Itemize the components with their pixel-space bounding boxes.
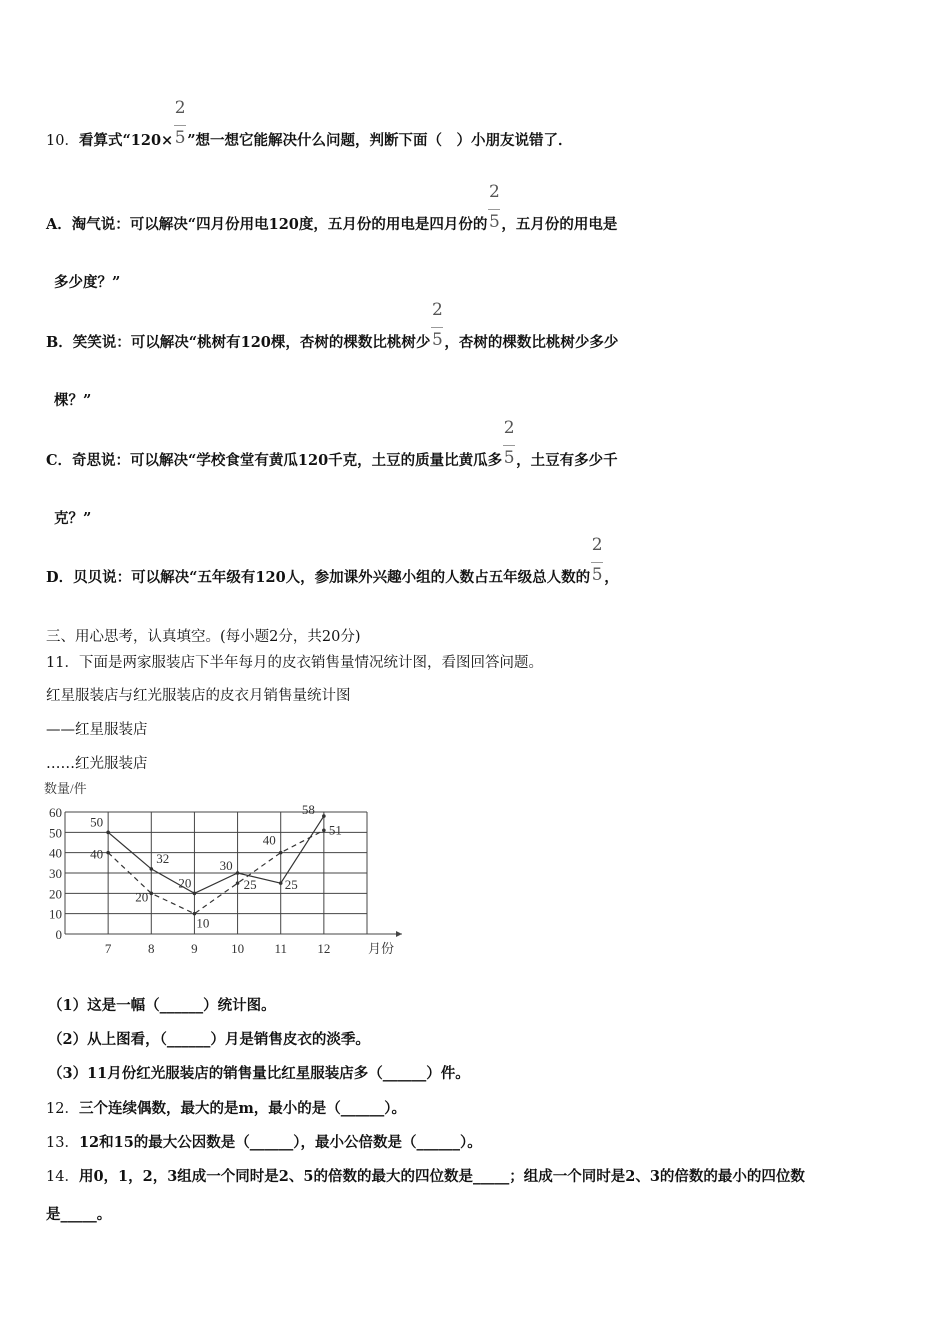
data-label: 20	[135, 889, 149, 905]
q10-option-c-cont: 克？”	[54, 510, 92, 527]
data-label: 51	[328, 822, 342, 838]
y-axis-label: 数量/件	[44, 781, 87, 796]
data-label: 58	[301, 802, 315, 818]
q10-option-c: C．奇思说：可以解决“学校食堂有黄瓜120千克，土豆的质量比黄瓜多 $\frac{2}{5}$ ，土豆有多少千	[46, 417, 618, 469]
data-label: 50	[90, 814, 104, 830]
q11-stem: 11．下面是两家服装店下半年每月的皮衣销售量情况统计图，看图回答问题。	[46, 655, 543, 671]
fraction-two-fifths: $\frac{2}{5}$	[488, 181, 500, 232]
q10-option-d: D．贝贝说：可以解决“五年级有120人，参加课外兴趣小组的人数占五年级总人数的 $\frac{2}{5}$ ，	[46, 534, 619, 586]
x-tick-label: 9	[191, 941, 198, 956]
legend-dotted: ……红光服装店	[46, 756, 148, 772]
q11-sub3: （3）11月份红光服装店的销售量比红星服装店多（______）件。	[48, 1065, 470, 1082]
x-tick-label: 8	[148, 941, 155, 956]
x-axis-arrow	[396, 931, 402, 937]
data-point	[279, 851, 283, 855]
q13: 13．12和15的最大公因数是（______），最小公倍数是（______）。	[46, 1134, 482, 1151]
y-tick-label: 10	[49, 906, 62, 922]
data-point	[322, 829, 326, 833]
data-point	[193, 892, 197, 896]
y-tick-label: 20	[49, 886, 62, 902]
fraction-two-fifths: $\frac{2}{5}$	[503, 417, 515, 468]
y-tick-label: 40	[49, 845, 62, 861]
q10-option-a-cont: 多少度？”	[54, 274, 121, 291]
data-point	[149, 892, 153, 896]
data-label: 40	[90, 846, 104, 862]
x-tick-label: 12	[317, 941, 331, 956]
y-tick-label: 50	[49, 825, 62, 841]
fraction-two-fifths: $\frac{2}{5}$	[591, 534, 603, 585]
data-point	[106, 831, 110, 835]
data-label: 25	[284, 877, 298, 893]
data-label: 40	[262, 832, 276, 848]
q14: 14．用0，1，2，3组成一个同时是2、5的倍数的最大的四位数是_____；组成一个同时是2、3的倍数的最小的四位数	[46, 1168, 805, 1185]
y-tick-label: 60	[49, 805, 62, 820]
q10-number: 10．	[46, 133, 79, 149]
data-point	[279, 881, 283, 885]
q10-stem: 10．看算式“120× $\frac{2}{5}$ ”想一想它能解决什么问题，判断下面（ ）小朋友说错了．	[46, 97, 573, 149]
q12: 12．三个连续偶数，最大的是m，最小的是（______）。	[46, 1100, 407, 1117]
data-label: 32	[156, 850, 170, 866]
q11-sub2: （2）从上图看，（______）月是销售皮衣的淡季。	[48, 1031, 370, 1048]
chart-title: 红星服装店与红光服装店的皮衣月销售量统计图	[46, 688, 351, 704]
y-tick-label: 0	[55, 927, 62, 942]
data-label: 10	[196, 915, 210, 931]
data-point	[236, 881, 240, 885]
x-axis-label: 月份	[368, 941, 395, 956]
data-label: 30	[219, 858, 233, 873]
line-chart	[40, 776, 410, 961]
data-point	[236, 871, 240, 875]
y-tick-label: 30	[49, 866, 62, 881]
data-label: 20	[178, 875, 192, 891]
x-tick-label: 11	[274, 941, 287, 956]
data-point	[322, 814, 326, 818]
data-point	[106, 851, 110, 855]
x-tick-label: 7	[104, 941, 112, 956]
q14-cont: 是_____。	[46, 1206, 112, 1223]
fraction-two-fifths: $\frac{2}{5}$	[431, 299, 443, 350]
q11-sub1: （1）这是一幅（______）统计图。	[48, 997, 276, 1014]
data-label: 25	[243, 877, 257, 893]
q10-option-b-cont: 棵？”	[54, 392, 92, 409]
legend-solid: ——红星服装店	[46, 722, 148, 738]
q10-option-b: B．笑笑说：可以解决“桃树有120棵，杏树的棵数比桃树少 $\frac{2}{5}$ ，杏树的棵数比桃树少多少	[46, 299, 619, 351]
fraction-two-fifths: $\frac{2}{5}$	[174, 97, 186, 148]
data-point	[149, 867, 153, 871]
section-heading: 三、用心思考，认真填空。(每小题2分，共20分)	[46, 629, 361, 645]
q10-option-a: A．淘气说：可以解决“四月份用电120度，五月份的用电是四月份的 $\frac{2}{5}$ ，五月份的用电是	[46, 181, 618, 233]
x-tick-label: 10	[231, 941, 245, 956]
